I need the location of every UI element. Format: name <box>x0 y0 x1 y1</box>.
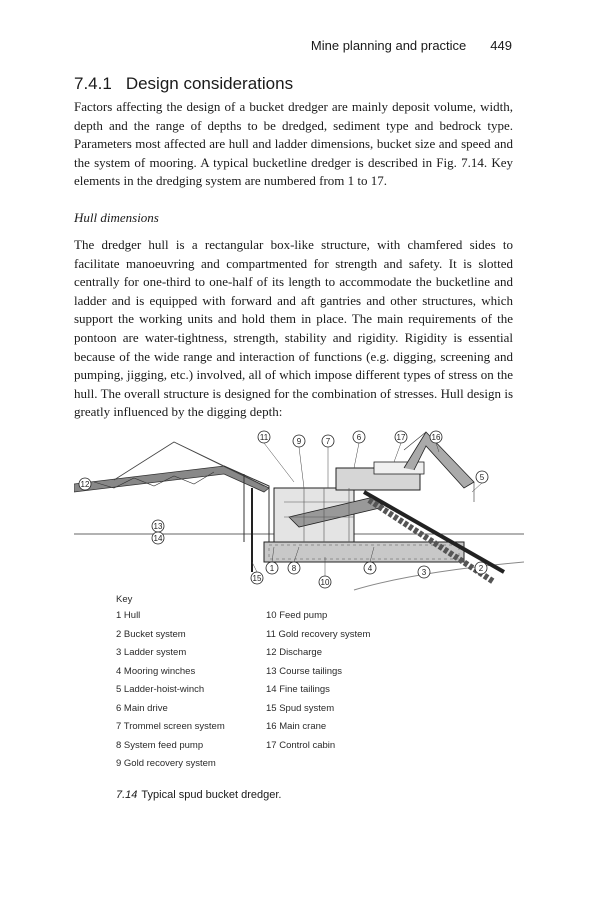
callout-label-3: 3 <box>421 568 427 577</box>
figure-key <box>116 594 416 774</box>
key-item: 3 Ladder system <box>116 647 187 658</box>
key-item: 4 Mooring winches <box>116 665 196 677</box>
callout-label-6: 6 <box>356 433 362 442</box>
caption-number: 7.14 <box>116 789 138 801</box>
key-column-left <box>116 607 266 774</box>
callout-label-14: 14 <box>153 534 163 543</box>
key-item: 14 Fine tailings <box>266 684 330 695</box>
key-item: 8 System feed pump <box>116 739 204 751</box>
caption-text: Typical spud bucket dredger. <box>141 789 282 801</box>
key-item: 1 Hull <box>116 610 141 621</box>
paragraph-hull: The dredger hull is a rectangular box-like structure, with chamfered sides to facilitate manoeuvring and compartmented for strength and safety. It is slotted centrally for one-third to one-half of its length to accommodate the bucketline and ladder and is equipped with forward and aft gantries and other structures, which support the working units and hold them in place. The main requirements of the pontoon are water-tightness, strength, stability and rigidity. Rigidity is essential because of the wide range and interaction of functions (e.g. digging, screening and pumping, jigging, etc.) involved, all of which impose different types of stress on the hull. The overall structure is designed for the combination of stresses. Hull design is greatly influenced by the digging depth: <box>74 237 513 420</box>
callout-label-15: 15 <box>252 574 262 583</box>
callout-label-4: 4 <box>367 564 373 573</box>
callout-label-17: 17 <box>396 433 406 442</box>
callout-label-13: 13 <box>153 522 163 531</box>
subheading-hull-dimensions: Hull dimensions <box>74 210 159 225</box>
key-item: 10 Feed pump <box>266 610 328 621</box>
callout-label-8: 8 <box>291 564 297 573</box>
callout-label-2: 2 <box>478 564 484 573</box>
callout-label-7: 7 <box>325 437 331 446</box>
key-column-right <box>266 607 416 774</box>
callout-label-16: 16 <box>431 433 441 442</box>
key-item: 15 Spud system <box>266 702 335 714</box>
key-item: 11 Gold recovery system <box>266 628 371 640</box>
seabed <box>354 562 524 590</box>
callout-label-12: 12 <box>80 480 90 489</box>
callout-label-5: 5 <box>479 473 485 482</box>
running-head <box>311 38 512 53</box>
key-item: 16 Main crane <box>266 721 327 732</box>
key-item: 13 Course tailings <box>266 665 343 677</box>
key-item: 5 Ladder-hoist-winch <box>116 684 205 695</box>
callout-label-11: 11 <box>259 433 269 442</box>
stacker-boom <box>74 466 269 492</box>
key-item: 17 Control cabin <box>266 739 336 751</box>
key-item: 6 Main drive <box>116 702 168 714</box>
callout-label-1: 1 <box>269 564 275 573</box>
section-title <box>74 74 293 94</box>
key-item: 9 Gold recovery system <box>116 758 216 769</box>
section-number: 7.4.1 <box>74 74 112 93</box>
paragraph-intro: Factors affecting the design of a bucket dredger are mainly deposit volume, width, depth and the range of depths to be dredged, sediment type and bedrock type. Parameters most affected are hull and ladder dimensions, bucket size and speed and the system of mooring. A typical bucketline dredger is described in Fig. 7.14. Key elements in the dredging system are numbered from 1 to 17. <box>74 99 513 189</box>
running-title: Mine planning and practice <box>310 38 467 53</box>
key-title: Key <box>116 594 133 605</box>
section-title-text: Design considerations <box>125 74 294 93</box>
key-item: 12 Discharge <box>266 647 322 658</box>
key-item: 7 Trommel screen system <box>116 721 225 732</box>
callout-label-9: 9 <box>296 437 302 446</box>
page-number: 449 <box>490 38 512 53</box>
figure-caption <box>116 789 281 801</box>
callout-label-10: 10 <box>320 578 330 587</box>
dredger-figure <box>74 422 524 592</box>
key-item: 2 Bucket system <box>116 628 186 640</box>
